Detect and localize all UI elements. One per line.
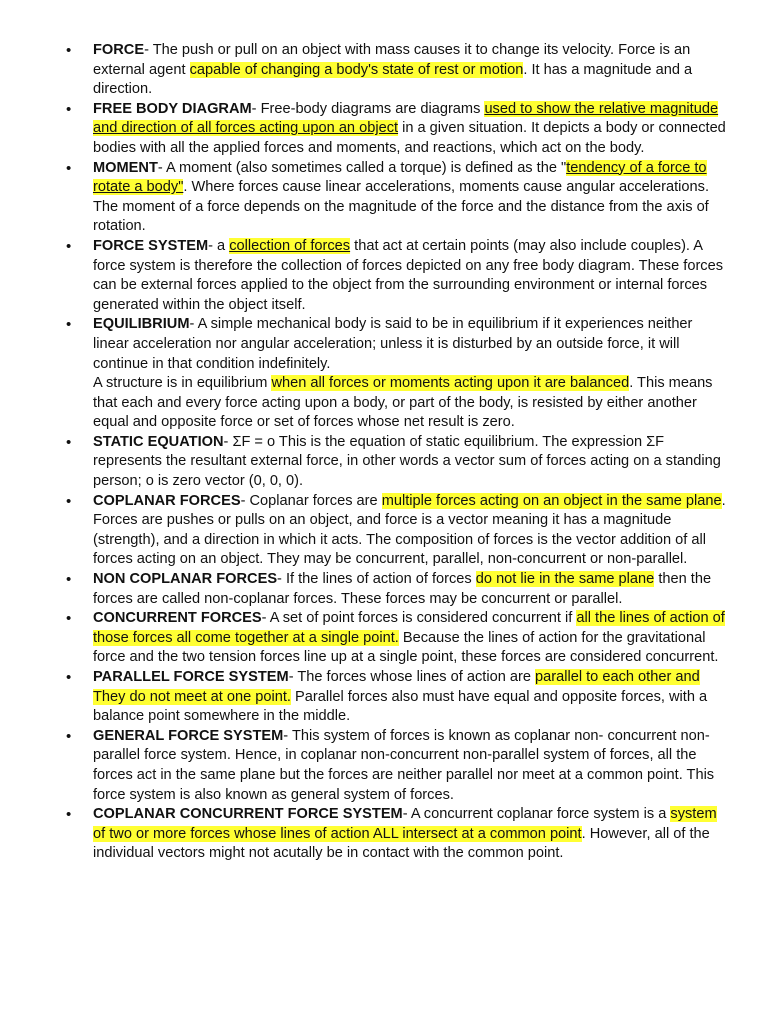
definition-text: - A moment (also sometimes called a torque) is defined as the "	[157, 159, 567, 176]
term-title: EQUILIBRIUM	[93, 316, 190, 333]
list-item-force-system	[72, 237, 728, 315]
list-item-general-force-system	[72, 727, 728, 805]
highlighted-text: tendency of a force to rotate a body"	[93, 159, 707, 196]
term-title: GENERAL FORCE SYSTEM	[93, 727, 284, 744]
term-title: NON COPLANAR FORCES	[93, 571, 278, 588]
definition-text: - ΣF = o This is the equation of static equilibrium. The expression ΣF represents the resultant external force, in other words a vector sum of forces acting on a standing person; o is zero vector (0, 0, 0).	[93, 433, 721, 490]
definition-text: then the forces are called non-coplanar forces. These forces may be concurrent or parallel.	[93, 571, 712, 607]
highlighted-text: do not lie in the same plane	[475, 571, 655, 588]
list-item-moment	[72, 159, 728, 237]
term-title: CONCURRENT FORCES	[93, 610, 262, 627]
highlighted-text: when all forces or moments acting upon it are balanced	[271, 375, 630, 392]
list-item-parallel-force-system	[72, 668, 728, 727]
term-title: COPLANAR FORCES	[93, 492, 241, 509]
term-title: COPLANAR CONCURRENT FORCE SYSTEM	[93, 806, 403, 823]
highlighted-text: used to show the relative magnitude and direction of all forces acting upon an object	[93, 100, 719, 137]
definition-text: - This system of forces is known as coplanar non- concurrent non-parallel force system. Hence, in coplanar non-concurrent non-parallel system of forces, all the forces act in the same plane but the forces are neither parallel nor meet at a common point. This force system is also known as general system of forces.	[93, 727, 715, 803]
list-item-force	[72, 41, 728, 100]
definitions-list	[72, 41, 728, 864]
definition-text: - Coplanar forces are	[240, 492, 382, 509]
term-title: FORCE SYSTEM	[93, 237, 209, 254]
list-item-concurrent-forces	[72, 609, 728, 668]
definition-text: - Free-body diagrams are diagrams	[251, 100, 485, 117]
term-title: PARALLEL FORCE SYSTEM	[93, 669, 289, 685]
definition-text: - A simple mechanical body is said to be in equilibrium if it experiences neither linear acceleration nor angular acceleration; unless it is disturbed by an outside force, it will continue in that condition indefinitely.	[93, 316, 693, 372]
definition-text: . Forces are pushes or pulls on an object, and force is a vector meaning it has a magnitude (strength), and a direction in which it acts. The composition of forces is the vector addition of all forces acting on an object. They may be concurrent, parallel, non-concurrent or non-parallel.	[93, 492, 726, 568]
list-item-coplanar-forces	[72, 492, 728, 570]
highlighted-text: system of two or more forces whose lines of action ALL intersect at a common point	[93, 806, 717, 842]
definition-text: in a given situation. It depicts a body or connected bodies with all the applied forces and moments, and reactions, which act on the body.	[93, 120, 726, 156]
list-item-static-equation	[72, 433, 728, 492]
definition-text: Because the lines of action for the gravitational force and the two tension forces line up at a single point, these forces are considered concurrent.	[93, 629, 719, 666]
definition-text: - A set of point forces is considered concurrent if	[261, 610, 577, 627]
definition-text: Parallel forces also must have equal and opposite forces, with a balance point somewhere in the middle.	[93, 688, 708, 725]
definition-text: - The forces whose lines of action are	[288, 669, 536, 685]
highlighted-text: multiple forces acting on an object in the same plane	[381, 492, 722, 509]
definition-text: . However, all of the individual vectors might not acutally be in contact with the common point.	[93, 825, 710, 862]
definition-text: . This means that each and every force acting upon a body, or part of the body, is resisted by either another equal and opposite force or set of forces whose net result is zero.	[93, 375, 713, 431]
term-title: FORCE	[93, 42, 145, 58]
definition-text: - a	[208, 237, 230, 254]
highlighted-text: parallel to each other and They do not meet at one point.	[93, 669, 700, 705]
list-item-free-body-diagram	[72, 100, 728, 159]
list-item-non-coplanar-forces	[72, 570, 728, 609]
definition-text: . It has a magnitude and a direction.	[93, 61, 693, 98]
highlighted-text: capable of changing a body's state of rest or motion	[189, 61, 524, 78]
definition-text: that act at certain points (may also include couples). A force system is therefore the collection of forces depicted on any free body diagram. These forces can be external forces applied to the object from the surrounding environment or internal forces generated within the object itself.	[93, 237, 724, 313]
list-item-coplanar-concurrent-force-system	[72, 805, 728, 864]
definition-paragraph	[93, 374, 728, 433]
term-title: MOMENT	[93, 159, 158, 176]
definition-text: A structure is in equilibrium	[93, 375, 272, 392]
definition-text: - If the lines of action of forces	[277, 571, 476, 588]
highlighted-text: collection of forces	[229, 237, 351, 254]
definition-text: - The push or pull on an object with mass causes it to change its velocity. Force is an external agent	[93, 42, 691, 78]
definition-text: . Where forces cause linear accelerations, moments cause angular accelerations. The moment of a force depends on the magnitude of the force and the distance from the axis of rotation.	[93, 179, 710, 235]
highlighted-text: all the lines of action of those forces all come together at a single point.	[93, 610, 725, 646]
definition-text: - A concurrent coplanar force system is a	[402, 806, 671, 823]
term-title: FREE BODY DIAGRAM	[93, 100, 252, 117]
term-title: STATIC EQUATION	[93, 433, 224, 450]
list-item-equilibrium	[72, 315, 728, 433]
